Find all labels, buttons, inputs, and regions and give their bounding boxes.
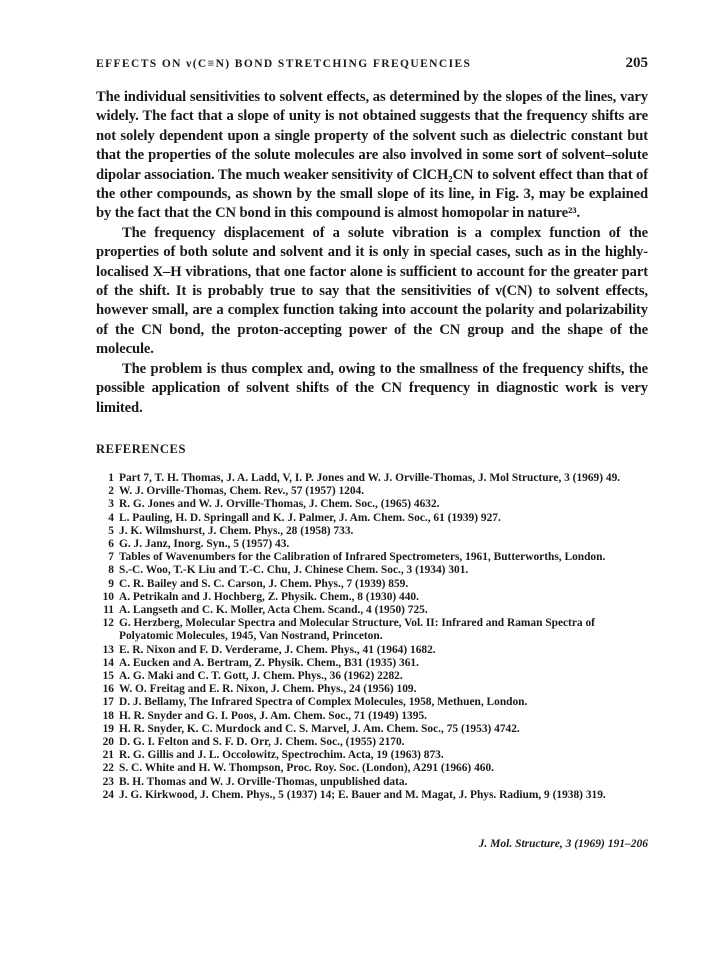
reference-number: 17 (102, 696, 114, 709)
reference-text: J. G. Kirkwood, J. Chem. Phys., 5 (1937) 14; E. Bauer and M. Magat, J. Phys. Radium, 9 (1938) 319. (119, 788, 606, 801)
reference-text: A. G. Maki and C. T. Gott, J. Chem. Phys., 36 (1962) 2282. (119, 670, 403, 683)
reference-number: 10 (102, 590, 114, 603)
reference-item (96, 551, 648, 564)
reference-number: 4 (108, 511, 114, 524)
reference-item (96, 644, 648, 657)
reference-number: 8 (108, 564, 114, 577)
reference-text: H. R. Snyder and G. I. Poos, J. Am. Chem. Soc., 71 (1949) 1395. (119, 709, 427, 722)
reference-item (96, 749, 648, 762)
reference-item (96, 683, 648, 696)
reference-item (96, 736, 648, 749)
reference-item (96, 498, 648, 511)
reference-text: S. C. White and H. W. Thompson, Proc. Roy. Soc. (London), A291 (1966) 460. (119, 762, 495, 775)
body-paragraph-2: The frequency displacement of a solute vibration is a complex function of the properties of both solute and solvent and it is only in special cases, such as in the highly-localised X–H vibrations, that one factor alone is sufficient to account for the greater part of the shift. It is probably true to say that the sensitivities of ν(CN) to solvent effects, however small, are a complex function taking into account the polarity and polarizability of the CN bond, the proton-accepting power of the CN group and the shape of the molecule. (96, 224, 648, 358)
reference-number: 6 (108, 538, 114, 551)
reference-item (96, 578, 648, 591)
reference-text: W. O. Freitag and E. R. Nixon, J. Chem. Phys., 24 (1956) 109. (119, 683, 417, 696)
reference-item (96, 670, 648, 683)
running-head (96, 55, 648, 72)
reference-text: G. Herzberg, Molecular Spectra and Molecular Structure, Vol. II: Infrared and Raman Spectra of Polyatomic Molecules, 1945, Van Nostrand, Princeton. (119, 617, 595, 643)
reference-text: C. R. Bailey and S. C. Carson, J. Chem. Phys., 7 (1939) 859. (119, 577, 409, 590)
reference-text: R. G. Jones and W. J. Orville-Thomas, J. Chem. Soc., (1965) 4632. (119, 498, 440, 511)
reference-number: 16 (102, 683, 114, 696)
reference-item (96, 657, 648, 670)
reference-item (96, 604, 648, 617)
reference-number: 13 (102, 643, 114, 656)
reference-number: 23 (102, 775, 114, 788)
reference-number: 14 (102, 656, 114, 669)
reference-text: A. Petrikaln and J. Hochberg, Z. Physik. Chem., 8 (1930) 440. (119, 590, 419, 603)
reference-item (96, 789, 648, 802)
footer-citation: J. Mol. Structure, 3 (1969) 191–206 (478, 838, 648, 850)
reference-text: J. K. Wilmshurst, J. Chem. Phys., 28 (1958) 733. (119, 524, 354, 537)
reference-text: Tables of Wavenumbers for the Calibration of Infrared Spectrometers, 1961, Butterworths, London. (119, 551, 606, 564)
reference-item (96, 564, 648, 577)
body-paragraph-3: The problem is thus complex and, owing to the smallness of the frequency shifts, the possible application of solvent shifts of the CN frequency in diagnostic work is very limited. (96, 360, 648, 416)
reference-item (96, 762, 648, 775)
reference-text: B. H. Thomas and W. J. Orville-Thomas, unpublished data. (119, 775, 408, 788)
reference-text: L. Pauling, H. D. Springall and K. J. Palmer, J. Am. Chem. Soc., 61 (1939) 927. (119, 511, 501, 524)
page-number: 205 (625, 55, 648, 71)
reference-number: 11 (103, 604, 114, 617)
reference-number: 9 (108, 577, 114, 590)
reference-item (96, 591, 648, 604)
body-text (96, 88, 648, 418)
reference-item (96, 472, 648, 485)
reference-text: D. J. Bellamy, The Infrared Spectra of Complex Molecules, 1958, Methuen, London. (119, 696, 528, 709)
reference-item (96, 776, 648, 789)
reference-number: 19 (102, 722, 114, 735)
reference-number: 1 (108, 472, 114, 484)
reference-item (96, 723, 648, 736)
reference-text: W. J. Orville-Thomas, Chem. Rev., 57 (1957) 1204. (119, 485, 365, 498)
reference-text: E. R. Nixon and F. D. Verderame, J. Chem. Phys., 41 (1964) 1682. (119, 643, 436, 656)
reference-item (96, 696, 648, 709)
reference-text: D. G. I. Felton and S. F. D. Orr, J. Chem. Soc., (1955) 2170. (119, 736, 405, 749)
reference-number: 5 (108, 524, 114, 537)
reference-number: 20 (102, 736, 114, 749)
reference-text: Part 7, T. H. Thomas, J. A. Ladd, V, I. P. Jones and W. J. Orville-Thomas, J. Mol Structure, 3 (1969) 49. (119, 472, 621, 484)
reference-number: 22 (102, 762, 114, 775)
reference-item (96, 538, 648, 551)
body-paragraph-1: The individual sensitivities to solvent effects, as determined by the slopes of the lines, vary widely. The fact that a slope of unity is not obtained suggests that the frequency shifts are not solely dependent upon a single property of the solvent such as dielectric constant but that the properties of the solute molecules are also involved in some sort of solvent–solute dipolar association. The much weaker sensitivity of ClCH₂CN to solvent effect than that of the other compounds, as shown by the small slope of its line, in Fig. 3, may be explained by the fact that the CN bond in this compound is almost homopolar in nature²³. (96, 89, 648, 222)
reference-number: 3 (108, 498, 114, 511)
reference-list (96, 472, 648, 802)
reference-text: R. G. Gillis and J. L. Occolowitz, Spectrochim. Acta, 19 (1963) 873. (119, 749, 444, 762)
reference-text: G. J. Janz, Inorg. Syn., 5 (1957) 43. (119, 538, 290, 551)
reference-text: A. Eucken and A. Bertram, Z. Physik. Chem., B31 (1935) 361. (119, 656, 419, 669)
running-title: EFFECTS ON ν(C≡N) BOND STRETCHING FREQUENCIES (96, 58, 472, 70)
reference-item (96, 485, 648, 498)
reference-text: S.-C. Woo, T.-K Liu and T.-C. Chu, J. Chinese Chem. Soc., 3 (1934) 301. (119, 564, 469, 577)
reference-number: 24 (102, 788, 114, 801)
reference-text: A. Langseth and C. K. Moller, Acta Chem. Scand., 4 (1950) 725. (119, 604, 428, 617)
reference-number: 21 (102, 749, 114, 762)
reference-number: 7 (108, 551, 114, 564)
reference-item (96, 617, 648, 643)
reference-number: 15 (102, 670, 114, 683)
reference-number: 12 (102, 617, 114, 630)
references-heading: REFERENCES (96, 442, 187, 456)
reference-text: H. R. Snyder, K. C. Murdock and C. S. Marvel, J. Am. Chem. Soc., 75 (1953) 4742. (119, 722, 520, 735)
reference-item (96, 525, 648, 538)
reference-number: 18 (102, 709, 114, 722)
reference-number: 2 (108, 485, 114, 498)
reference-item (96, 512, 648, 525)
reference-item (96, 710, 648, 723)
